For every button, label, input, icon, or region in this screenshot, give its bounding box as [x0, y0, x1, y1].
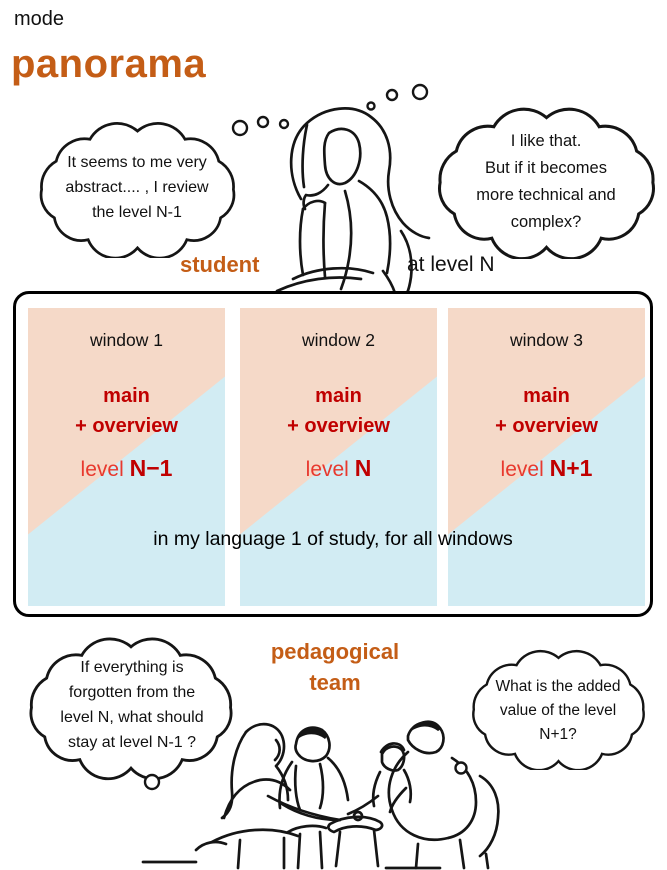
window-main-label: main	[315, 385, 362, 407]
window-level	[28, 455, 225, 482]
window-main-label: main	[523, 385, 570, 407]
pedagogical-team-line2: team	[309, 670, 361, 695]
thought-trail-bottom	[145, 763, 467, 790]
bubble-line: forgotten from the	[68, 684, 196, 701]
window-level-word: level	[305, 458, 349, 481]
window-level-value: N	[354, 455, 372, 481]
thought-trail-top-right	[368, 85, 428, 110]
pedagogical-team-label	[248, 636, 422, 698]
window-level	[448, 455, 645, 482]
page-title: panorama	[11, 42, 207, 86]
bubble-line: value of the level	[499, 702, 617, 719]
window-level	[240, 455, 437, 482]
pedagogical-team-line1: pedagogical	[270, 639, 400, 664]
student-level-label: at level N	[407, 253, 495, 276]
window-level-word: level	[80, 458, 124, 481]
window-overview-label: + overview	[495, 415, 598, 437]
thought-text-bottom-left	[34, 655, 230, 755]
window-title: window 3	[510, 330, 583, 350]
bubble-line: But if it becomes	[485, 159, 607, 177]
bubble-line: level N, what should	[60, 709, 204, 726]
bubble-line: abstract.... , I review	[65, 179, 209, 196]
window-title: window 1	[90, 330, 163, 350]
thought-trail-top-left	[233, 117, 288, 135]
bubble-line: N+1?	[539, 726, 577, 743]
thought-text-top-left	[34, 150, 240, 225]
bubble-line: stay at level N-1 ?	[67, 734, 197, 751]
window-overview-label: + overview	[75, 415, 178, 437]
window-level-value: N−1	[129, 455, 173, 481]
window-level-value: N+1	[549, 455, 593, 481]
windows-panel	[13, 291, 653, 617]
bubble-line: I like that.	[510, 132, 582, 150]
window-card-3	[448, 308, 645, 606]
thought-text-top-right	[440, 128, 652, 236]
thought-text-bottom-right	[460, 675, 656, 747]
panel-note: in my language 1 of study, for all windows	[153, 528, 513, 550]
bubble-line: complex?	[510, 213, 582, 231]
mode-label: mode	[14, 8, 65, 30]
bubble-line: the level N-1	[92, 204, 182, 221]
student-label: student	[180, 252, 260, 277]
bubble-line: It seems to me very	[67, 154, 207, 171]
window-title: window 2	[302, 330, 375, 350]
bubble-line: If everything is	[80, 659, 184, 676]
bubble-line: What is the added	[495, 678, 621, 695]
window-level-word: level	[500, 458, 544, 481]
window-card-1	[28, 308, 225, 606]
bubble-line: more technical and	[476, 186, 616, 204]
window-main-label: main	[103, 385, 150, 407]
window-card-2	[240, 308, 437, 606]
window-overview-label: + overview	[287, 415, 390, 437]
